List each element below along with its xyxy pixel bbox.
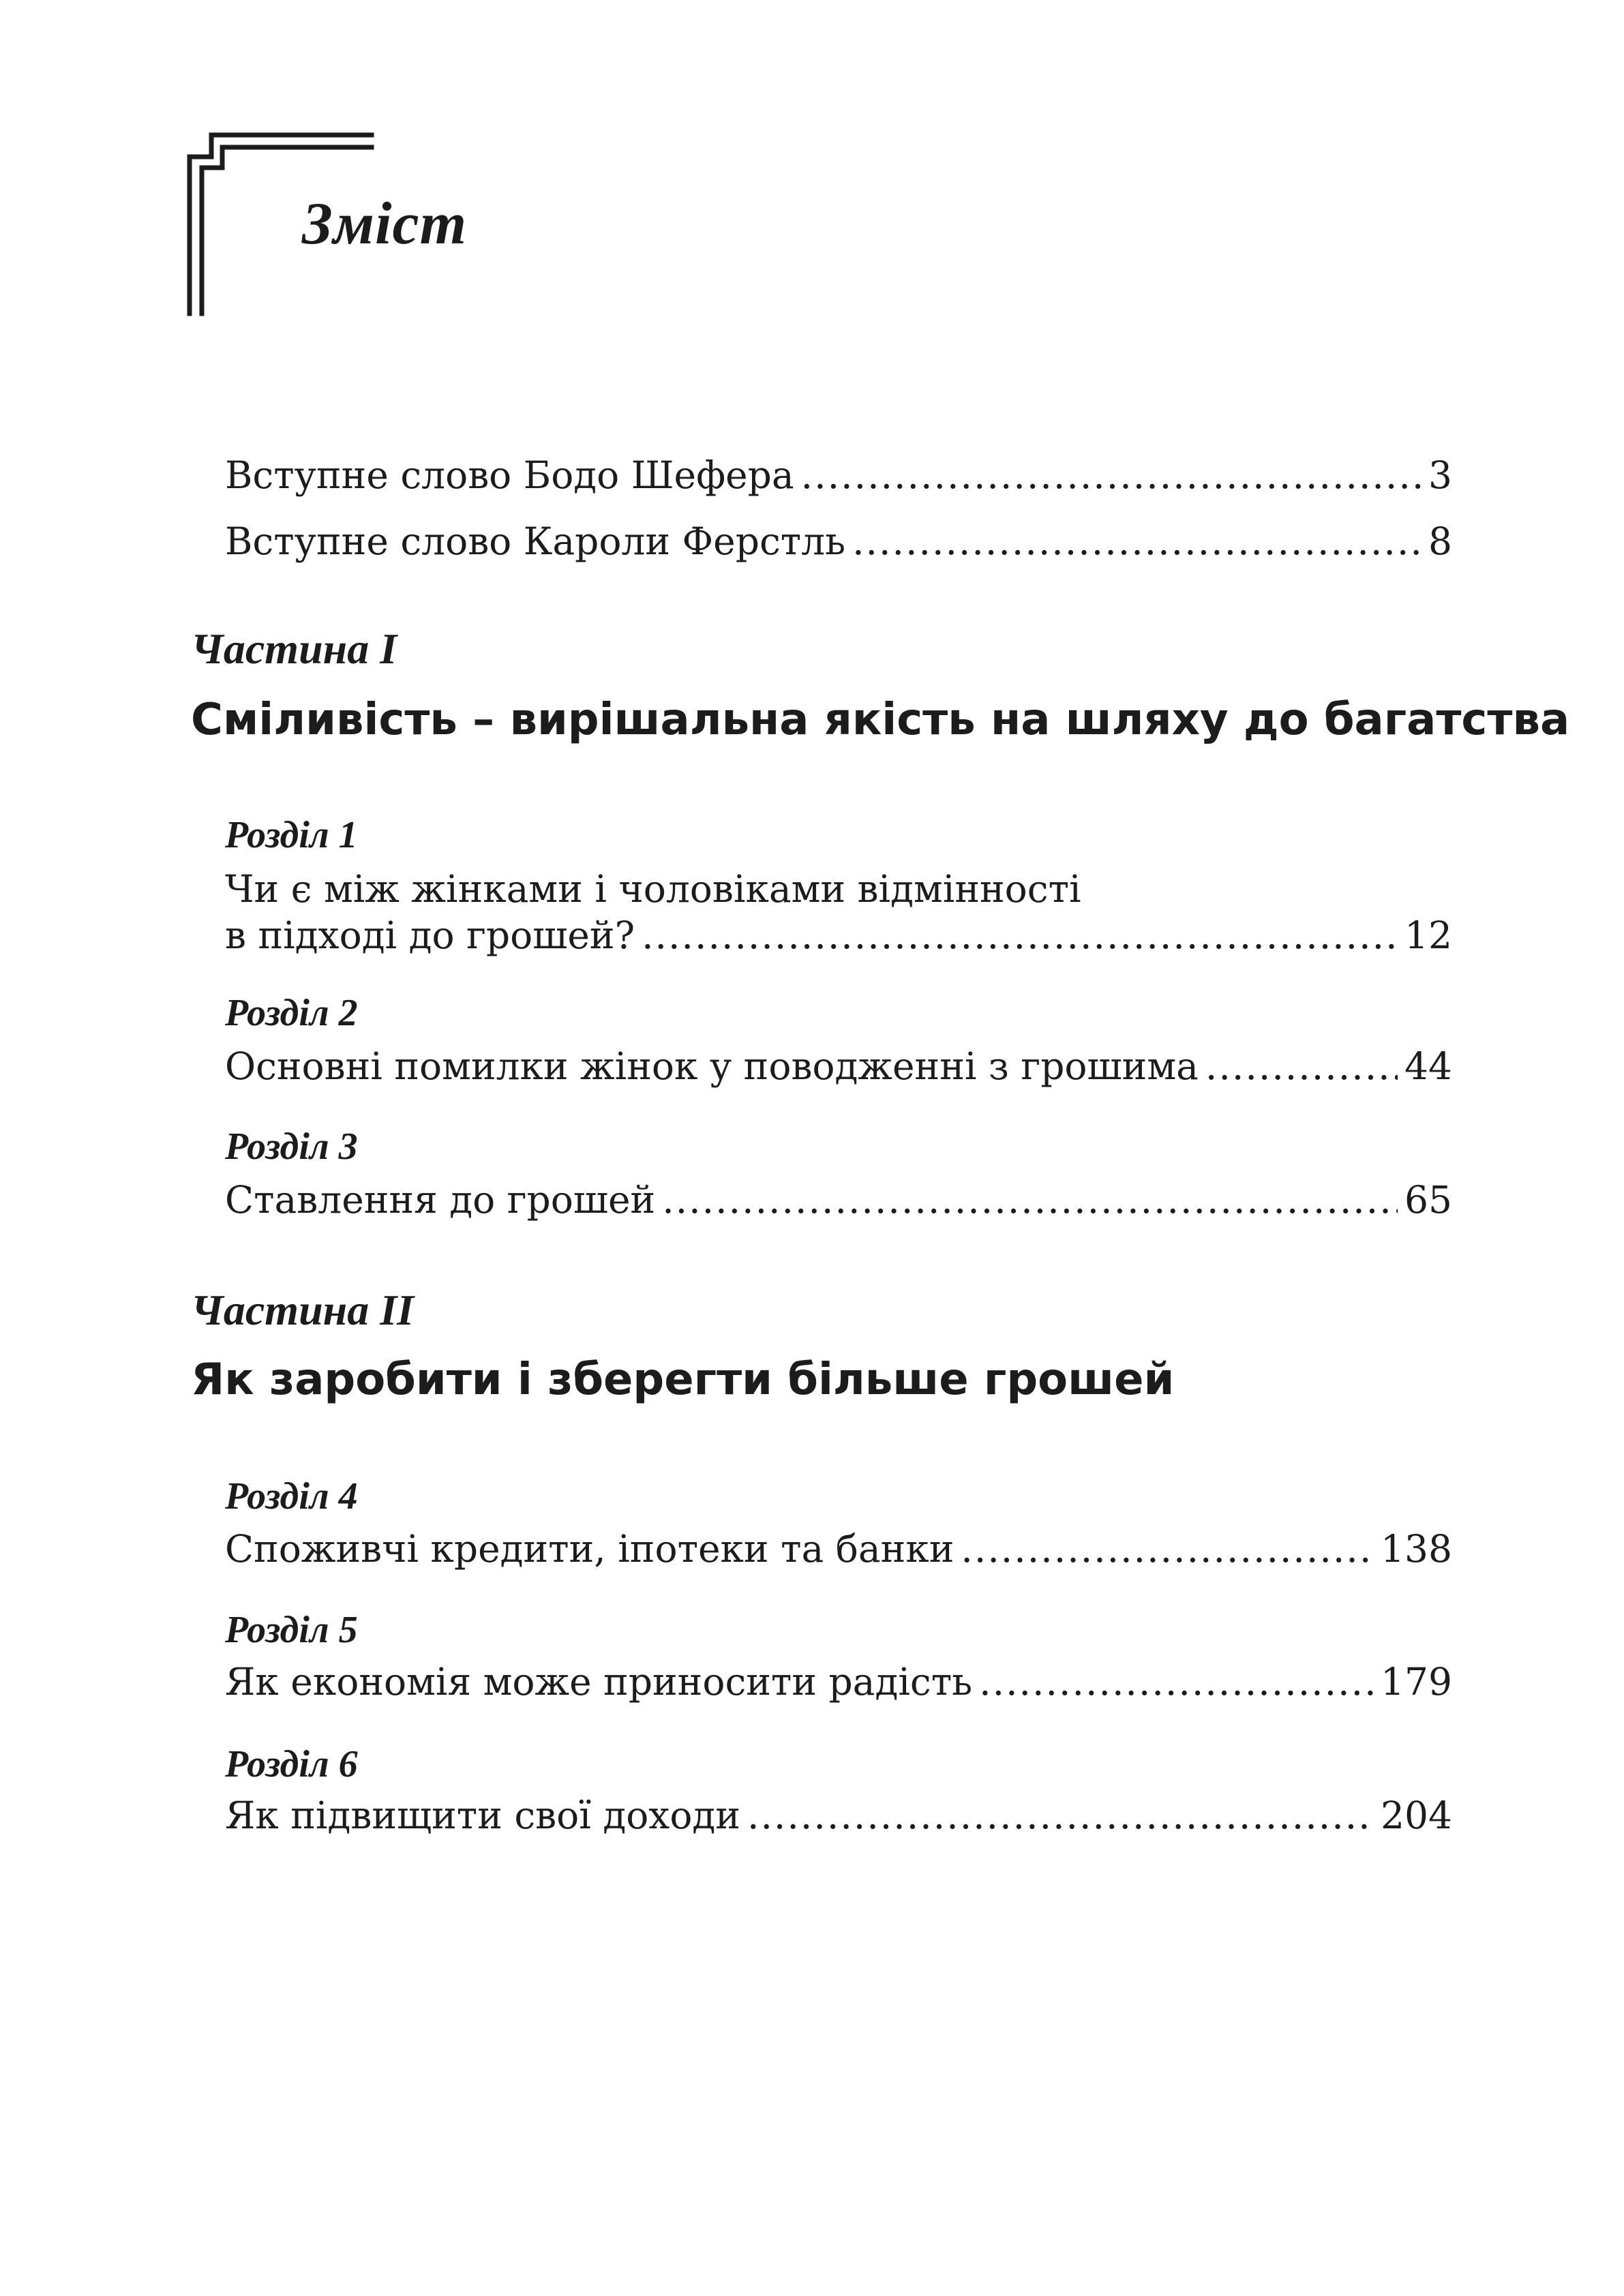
chapter-label: Розділ 4 xyxy=(225,1475,358,1517)
toc-entry-chapter-5[interactable] xyxy=(225,1659,1452,1705)
dot-leader xyxy=(979,1659,1374,1705)
page-number: 138 xyxy=(1381,1527,1452,1571)
toc-entry-chapter-4[interactable] xyxy=(225,1526,1452,1572)
entry-title: Споживчі кредити, іпотеки та банки xyxy=(225,1527,954,1571)
toc-entry-chapter-3[interactable] xyxy=(225,1177,1452,1223)
entry-title: Вступне слово Кароли Ферстль xyxy=(225,519,846,563)
part-label: Частина II xyxy=(191,1286,414,1334)
toc-entry-intro-ferstl[interactable] xyxy=(225,518,1452,564)
entry-title: Вступне слово Бодо Шефера xyxy=(225,453,794,497)
dot-leader xyxy=(747,1792,1374,1839)
chapter-label: Розділ 2 xyxy=(225,992,358,1034)
page-number: 179 xyxy=(1381,1660,1452,1704)
entry-title: Основні помилки жінок у поводженні з грошима xyxy=(225,1044,1199,1088)
page-number: 3 xyxy=(1428,453,1452,497)
dot-leader xyxy=(662,1177,1398,1223)
entry-title: Як економія може приносити радість xyxy=(225,1660,973,1704)
page-number: 204 xyxy=(1381,1794,1452,1837)
dot-leader xyxy=(1205,1043,1398,1089)
dot-leader xyxy=(961,1526,1374,1572)
page-number: 12 xyxy=(1404,913,1452,957)
part-label: Частина I xyxy=(191,624,397,673)
toc-entry-chapter-2[interactable] xyxy=(225,1043,1452,1089)
page-number: 8 xyxy=(1428,519,1452,563)
chapter-label: Розділ 5 xyxy=(225,1609,358,1651)
chapter-label: Розділ 6 xyxy=(225,1743,358,1785)
entry-title-line: Чи є між жінками і чоловіками відмінності xyxy=(225,867,1081,911)
entry-title: Ставлення до грошей xyxy=(225,1178,656,1222)
toc-entry-chapter-6[interactable] xyxy=(225,1792,1452,1839)
chapter-label: Розділ 3 xyxy=(225,1126,358,1168)
entry-title: в підході до грошей? xyxy=(225,913,635,957)
chapter-label: Розділ 1 xyxy=(225,814,358,856)
dot-leader xyxy=(801,452,1422,498)
entry-title: Як підвищити свої доходи xyxy=(225,1794,740,1837)
toc-entry-chapter-1[interactable] xyxy=(225,866,1452,958)
page-number: 65 xyxy=(1404,1178,1452,1222)
part-title: Сміливість – вирішальна якість на шляху до багатства xyxy=(191,695,1570,745)
part-title: Як заробити і зберегти більше грошей xyxy=(191,1355,1175,1405)
toc-entry-intro-schaefer[interactable] xyxy=(225,452,1452,498)
page-title: Зміст xyxy=(302,191,468,257)
dot-leader xyxy=(852,518,1422,564)
dot-leader xyxy=(642,912,1398,958)
page-number: 44 xyxy=(1404,1044,1452,1088)
